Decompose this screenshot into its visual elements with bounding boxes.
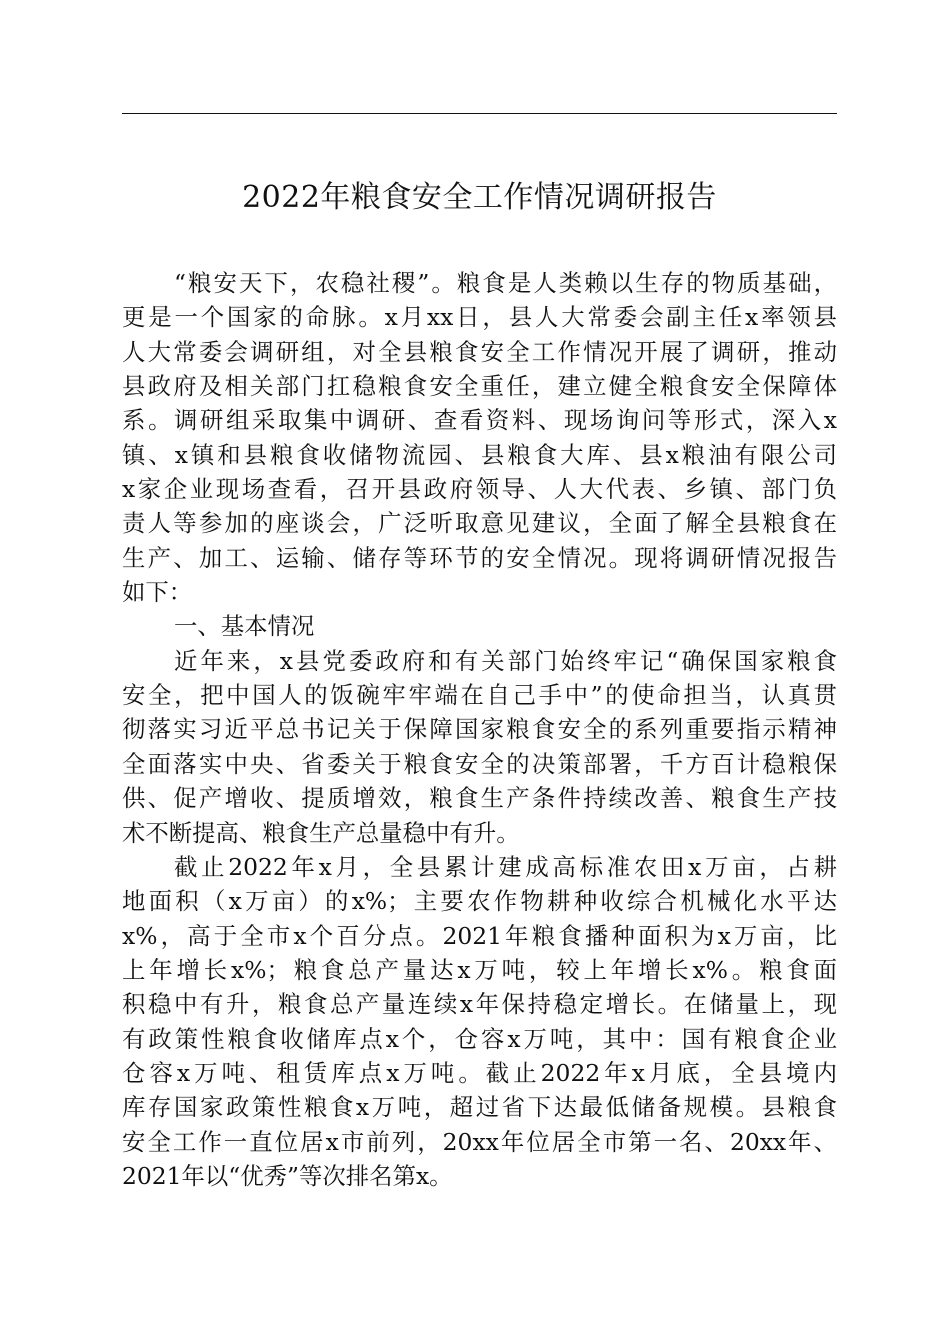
text-line: 库存国家政策性粮食x万吨，超过省下达最低储备规模。县粮食 <box>122 1093 837 1122</box>
text-line: 积稳中有升，粮食总产量连续x年保持稳定增长。在储量上，现 <box>122 990 837 1019</box>
text-line: 上年增长x%；粮食总产量达x万吨，较上年增长x%。粮食面 <box>122 955 837 984</box>
text-line: 仓容x万吨、租赁库点x万吨。截止2022年x月底，全县境内 <box>122 1058 837 1087</box>
text-line: “粮安天下，农稳社稷”。粮食是人类赖以生存的物质基础， <box>174 269 837 297</box>
text-line: 更是一个国家的命脉。x月xx日，县人大常委会副主任x率领县 <box>122 303 837 332</box>
text-line: 责人等参加的座谈会，广泛听取意见建议，全面了解全县粮食在 <box>122 509 837 538</box>
text-line: 供、促产增收、提质增效，粮食生产条件持续改善、粮食生产技 <box>122 784 837 813</box>
section-heading-basic-situation <box>122 609 837 643</box>
text-line: x%，高于全市x个百分点。2021年粮食播种面积为x万亩，比 <box>122 921 837 950</box>
text-line: 全面落实中央、省委关于粮食安全的决策部署，千方百计稳粮保 <box>122 749 837 778</box>
header-rule <box>122 113 837 114</box>
text-line: 截止2022年x月，全县累计建成高标准农田x万亩，占耕 <box>174 852 837 881</box>
text-line: 安全工作一直位居x市前列，20xx年位居全市第一名、20xx年、 <box>122 1127 837 1156</box>
text-line: 安全，把中国人的饭碗牢牢端在自己手中”的使命担当，认真贯 <box>122 681 837 710</box>
text-line: 近年来，x县党委政府和有关部门始终牢记“确保国家粮食 <box>174 646 837 675</box>
paragraph-recent-years <box>122 644 837 850</box>
paragraph-intro <box>122 266 837 609</box>
text-line: x家企业现场查看，召开县政府领导、人大代表、乡镇、部门负 <box>122 475 837 504</box>
text-line: 镇、x镇和县粮食收储物流园、县粮食大库、县x粮油有限公司 <box>122 440 837 469</box>
text-line: 生产、加工、运输、储存等环节的安全情况。现将调研情况报告 <box>122 543 837 572</box>
document-body <box>122 266 837 1193</box>
text-line: 县政府及相关部门扛稳粮食安全重任，建立健全粮食安全保障体 <box>122 372 837 401</box>
text-line: 彻落实习近平总书记关于保障国家粮食安全的系列重要指示精神 <box>122 715 837 744</box>
section-heading: 一、基本情况 <box>174 612 315 641</box>
text-line: 系。调研组采取集中调研、查看资料、现场询问等形式，深入x <box>122 406 837 435</box>
text-line: 术不断提高、粮食生产总量稳中有升。 <box>122 818 520 847</box>
paragraph-statistics <box>122 850 837 1193</box>
text-line: 如下： <box>122 578 193 607</box>
text-line: 地面积（x万亩）的x%；主要农作物耕种收综合机械化水平达 <box>122 887 837 916</box>
document-title: 2022年粮食安全工作情况调研报告 <box>242 180 717 215</box>
text-line: 有政策性粮食收储库点x个，仓容x万吨，其中：国有粮食企业 <box>122 1024 837 1053</box>
text-line: 2021年以“优秀”等次排名第x。 <box>122 1161 453 1190</box>
text-line: 人大常委会调研组，对全县粮食安全工作情况开展了调研，推动 <box>122 337 837 366</box>
